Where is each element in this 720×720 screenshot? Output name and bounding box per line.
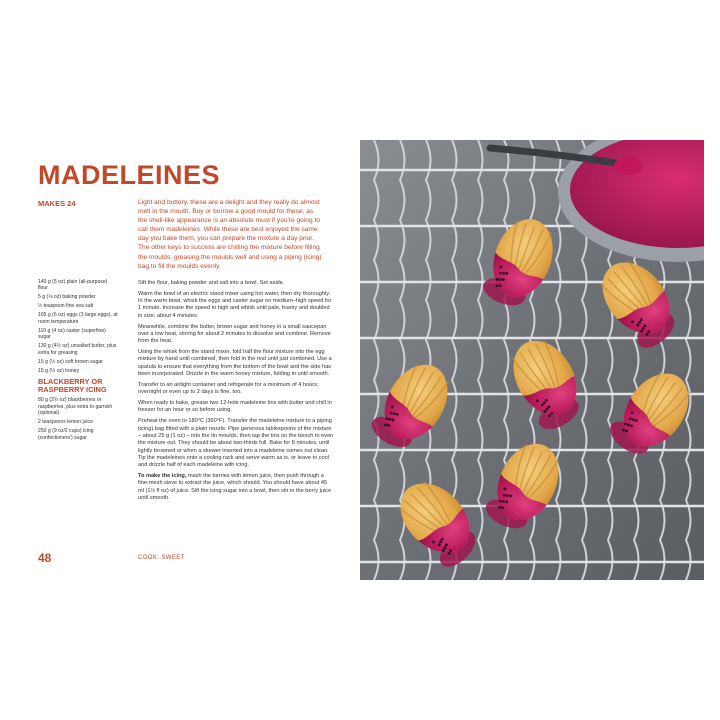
ingredient-item: 130 g (4½ oz) unsalted butter, plus extra for greasing [38, 343, 117, 356]
ingredient-item: 15 g (½ oz) honey [38, 367, 80, 374]
ingredient-item: 110 g (4 oz) caster (superfine) sugar [38, 327, 106, 341]
recipe-yield: MAKES 24 [38, 199, 76, 208]
icing-ingredient-item: 250 g (9 oz/2 cups) icing (confectioners') sugar [38, 428, 94, 441]
ingredient-list [38, 279, 118, 444]
photo-illustration [360, 140, 704, 580]
left-page [38, 140, 358, 580]
ingredient-item: 5 g (⅛ oz) baking powder [38, 294, 96, 301]
method-step: When ready to bake, grease two 12-hole madeleine tins with butter and chill in freezer for an hour or so before using. [138, 400, 332, 414]
method-step: Transfer to an airtight container and refrigerate for a minimum of 4 hours; overnight or even up to 2 days is fine, too. [138, 381, 319, 396]
intro-text: Light and buttery, these are a delight and they really do almost melt in the mouth. Buy or borrow a good mould for these, as the shell-like appearance is an absolute must if you're going to call them madeleines. While these are best enjoyed the same day you bake them, you can prepare the mixture a day prior. The other keys to success are chilling the mixture before filling the moulds, greasing the moulds well and using a piping (icing) bag to fill the moulds evenly. [138, 199, 322, 270]
ingredient-item: 140 g (5 oz) plain (all-purpose) flour [38, 279, 108, 292]
method-step: Sift the flour, baking powder and salt into a bowl. Set aside. [138, 280, 285, 286]
method-step: Meanwhile, combine the butter, brown sugar and honey in a small saucepan over a low heat, stirring for about 2 minutes to dissolve and combine. Remove from the heat. [138, 323, 331, 345]
method-steps [138, 280, 334, 506]
method-step: Warm the bowl of an electric stand mixer using hot water, then dry thoroughly. In the warm bowl, whisk the eggs and caster sugar on medium–high speed for 1 minute. Increase the speed to high and whisk until pale, foamy and doubled in size, about 4 minutes. [138, 290, 332, 319]
ingredient-item: ½ teaspoon fine sea salt [38, 303, 94, 310]
method-step: Preheat the oven to 180°C (360°F). Transfer the madeleine mixture to a piping (icing) bag fitted with a plain nozzle. Pipe generous tablespoons of the mixture – about 25 g (1 oz) – into the tin moulds, then tap the tins on the bench to even the mixture out. They should be about two-thirds full. Bake for 8 minutes, until lightly browned or when a skewer inserted into a madeleine comes out clean. Tip the madeleines onto a cooling rack and serve warm as is, or leave to cool and drizzle half of each madeleine with icing. [138, 418, 334, 469]
icing-method-text: mash the berries with lemon juice, then push through a fine-mesh sieve to extract the juice, which should. You should have about 45 ml (1½ fl oz) of juice. Sift the icing sugar into a bowl, then stir in the berry juice until smooth. [138, 472, 332, 501]
ingredient-item: 15 g (½ oz) soft brown sugar [38, 358, 103, 365]
icing-method-label: To make the icing, [138, 472, 187, 479]
madeleines-photo [360, 140, 704, 580]
recipe-intro [138, 198, 324, 271]
ingredient-item: 165 g (6 oz) eggs (3 large eggs), at room temperature [38, 312, 118, 325]
page-number: 48 [38, 551, 52, 565]
icing-ingredient-item: 2 teaspoons lemon juice [38, 419, 93, 426]
recipe-title: MADELEINES [38, 160, 221, 190]
method-step: Using the whisk from the stand mixer, fold half the flour mixture into the egg mixture by hand until combined, then fold in the rest until just combined. Use a spatula to ensure that everything from the bottom of the bowl and the side has been incorporated. Drizzle in the warm honey mixture, folding in until smooth. [138, 349, 332, 378]
icing-heading: BLACKBERRY OR RASPBERRY ICING [38, 377, 107, 395]
icing-ingredient-item: 80 g (2¾ oz) blackberries or raspberries, plus extra to garnish (optional) [38, 397, 113, 417]
running-footer: COOK: SWEET [138, 555, 185, 561]
icing-method-step [138, 473, 334, 502]
book-spread [28, 140, 704, 580]
